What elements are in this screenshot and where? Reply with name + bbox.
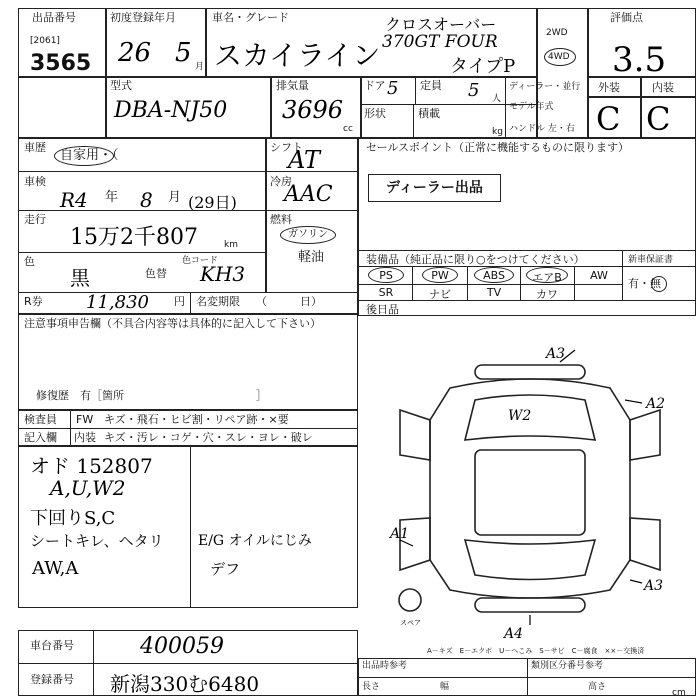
displacement: 3696 <box>282 96 344 124</box>
rule <box>190 446 191 608</box>
rule <box>536 8 538 138</box>
grade-line1: クロスオーバー <box>385 15 497 34</box>
after-label: 後日品 <box>366 303 399 316</box>
mark-a1: A1 <box>390 526 410 542</box>
rule <box>18 663 358 664</box>
rule <box>205 8 207 76</box>
equip-tv: TV <box>486 286 502 299</box>
mileage-label: 走行 <box>24 213 46 226</box>
door-label: ドア <box>364 79 386 92</box>
sales-point-label: セールスポイント（正常に機能するものに限ります） <box>366 141 630 154</box>
drive-4wd: 4WD <box>548 52 570 62</box>
drive-2wd: 2WD <box>546 28 568 38</box>
rule <box>412 266 413 300</box>
hand-diff: デフ <box>210 560 241 578</box>
doors: 5 <box>387 78 399 99</box>
rule <box>190 292 191 314</box>
rule <box>622 250 623 300</box>
capacity-label: 定員 <box>420 79 442 92</box>
rule <box>70 410 71 446</box>
model-year-label: モデル年式 <box>509 102 554 112</box>
yen-unit: 円 <box>174 295 185 308</box>
inspector-label: 検査員 <box>24 413 57 426</box>
rule <box>265 138 267 292</box>
equipment-label: 装備品（純正品に限り○をつけてください） <box>366 253 585 266</box>
equip-sr: SR <box>378 286 394 299</box>
fuel-opt: 軽油 <box>298 250 325 265</box>
mark-a4: A4 <box>504 626 524 642</box>
hand-aw: AW,A <box>32 558 79 579</box>
ext-list: キズ・飛石・ヒビ割・リペア跡・×要 <box>104 413 289 426</box>
shape-label: 形状 <box>364 107 386 120</box>
color-code: KH3 <box>200 262 246 286</box>
cc-unit: cc <box>343 124 353 134</box>
inspection-label: 車検 <box>24 175 46 188</box>
history-value: 自家用・（ <box>60 148 119 163</box>
score-label: 評価点 <box>610 11 643 24</box>
rule <box>640 76 642 138</box>
rule <box>358 677 696 678</box>
insp-month-unit: 月 <box>168 190 182 205</box>
rule <box>505 76 506 138</box>
lot-number: 3565 <box>30 51 92 76</box>
km-unit: km <box>224 240 238 250</box>
rule <box>358 250 696 251</box>
exterior-label: 外装 <box>598 81 620 94</box>
int-list: キズ・汚レ・コゲ・穴・スレ・ヨレ・破レ <box>104 431 313 444</box>
exterior-grade: C <box>596 100 621 138</box>
displacement-label: 排気量 <box>276 79 309 92</box>
plate-label: 登録番号 <box>30 673 74 686</box>
cm-unit: cm <box>672 688 686 698</box>
warranty-circle <box>651 276 667 292</box>
caution-label: 注意事項申告欄（不具合内容等は具体的に記入して下さい） <box>24 317 321 330</box>
mark-a3-bottom: A3 <box>644 578 664 594</box>
fw-label: FW <box>76 413 94 426</box>
mileage: 15万2千807 <box>70 225 198 250</box>
hand-seat: シートキレ、ヘタリ <box>30 532 164 550</box>
color-code-label: 色コード <box>182 256 219 266</box>
rule <box>105 8 107 138</box>
load-label: 積載 <box>418 107 440 120</box>
name-grade-label: 車名・グレード <box>212 11 289 24</box>
rule <box>520 266 521 300</box>
insp-reiwa: R4 <box>60 188 88 212</box>
car-damage-diagram <box>380 340 690 650</box>
equip-airbag: エアB <box>532 271 562 284</box>
ps-circle <box>368 267 404 283</box>
equip-aw: AW <box>590 269 608 282</box>
steering-label: ハンドル 左・右 <box>509 124 575 134</box>
rule <box>358 284 622 285</box>
width-label: 幅 <box>440 682 450 692</box>
chassis-number: 400059 <box>140 634 224 659</box>
import-label: ディーラー・並行 <box>509 82 581 92</box>
reg-month: 5 <box>175 38 192 68</box>
color-value: 黒 <box>70 266 90 290</box>
fuel-value: ガソリン <box>288 229 328 240</box>
recycle-label: 名変期限 <box>196 295 240 308</box>
rule <box>587 8 589 138</box>
shift-label: シフト <box>270 141 303 154</box>
dealer-badge: ディーラー出品 <box>368 174 501 202</box>
mark-a3-top: A3 <box>546 346 566 362</box>
fuel-label: 燃料 <box>270 213 292 226</box>
equip-navi: ナビ <box>429 288 451 301</box>
capacity: 5 <box>468 80 480 101</box>
rule <box>413 104 414 138</box>
ac-value: AAC <box>284 182 333 207</box>
insp-day: (29日) <box>188 193 237 212</box>
grade-line2: 370GT FOUR <box>382 32 498 52</box>
hand-marks: A,U,W2 <box>50 476 126 500</box>
spare-label: スペア <box>400 619 421 627</box>
ref-label: 出品時参考 <box>362 661 408 671</box>
rule <box>270 76 272 138</box>
int-label: 内装 <box>74 431 96 444</box>
first-reg-label: 初度登録年月 <box>110 11 176 24</box>
plate-number: 新潟330む6480 <box>110 672 260 696</box>
lot-label: 出品番号 <box>32 11 76 24</box>
insp-month: 8 <box>140 188 153 212</box>
recycle-value: （ 日） <box>256 295 322 308</box>
kg-unit: kg <box>492 127 503 137</box>
model-code: DBA-NJ50 <box>114 98 228 123</box>
score-value: 3.5 <box>612 40 667 80</box>
new-car-label: 新車保証書 <box>628 255 674 265</box>
equip-pw: PW <box>431 269 449 282</box>
reg-year: 26 <box>118 38 152 68</box>
len-label: 長さ <box>362 682 381 692</box>
ref2-label: 類別区分番号参考 <box>531 661 604 671</box>
pw-circle <box>422 267 458 283</box>
grade-line3: タイプP <box>450 56 516 77</box>
car-name: スカイライン <box>214 39 381 72</box>
insp-year-unit: 年 <box>105 190 119 205</box>
airbag-circle <box>526 267 568 283</box>
color-change-label: 色替 <box>145 267 167 280</box>
rule <box>467 266 468 300</box>
interior-grade: C <box>646 100 671 138</box>
rule <box>415 76 416 104</box>
equip-ps: PS <box>379 269 393 282</box>
interior-label: 内装 <box>652 81 674 94</box>
person-unit: 人 <box>492 94 502 104</box>
diagram-legend: A－キズ E－エクボ U－へこみ S－サビ C－腐食 ××－交換済 <box>427 647 645 655</box>
month-unit: 月 <box>195 62 205 72</box>
rule <box>18 292 358 293</box>
rule <box>358 266 696 267</box>
hand-engine: E/G オイルにじみ <box>198 533 312 549</box>
rule <box>93 630 94 696</box>
hand-under: 下回りS,C <box>30 508 116 529</box>
rule <box>18 252 266 253</box>
rule <box>574 266 575 300</box>
chassis-label: 車台番号 <box>30 639 74 652</box>
r-fee: 11,830 <box>86 292 149 313</box>
height-label: 高さ <box>588 682 607 692</box>
mark-w2: W2 <box>508 408 532 424</box>
rule <box>587 96 696 98</box>
equip-leather: カワ <box>536 288 558 301</box>
lot-sub: [2061] <box>30 36 60 46</box>
history-label: 車歴 <box>24 141 46 154</box>
warranty: 有・無 <box>628 277 661 290</box>
color-label: 色 <box>24 255 35 268</box>
shift-value: AT <box>288 146 321 174</box>
rule <box>18 428 358 429</box>
r-fee-label: R券 <box>24 295 43 308</box>
model-label: 型式 <box>110 79 132 92</box>
mark-a2: A2 <box>646 396 666 412</box>
repair-label: 修復歴 有［箇所 ］ <box>36 389 267 402</box>
equip-abs: ABS <box>483 269 505 282</box>
ac-label: 冷房 <box>270 175 292 188</box>
abs-circle <box>474 267 514 283</box>
hand-odo: オド 152807 <box>30 454 153 478</box>
record-label: 記入欄 <box>24 431 57 444</box>
rule <box>360 76 362 138</box>
